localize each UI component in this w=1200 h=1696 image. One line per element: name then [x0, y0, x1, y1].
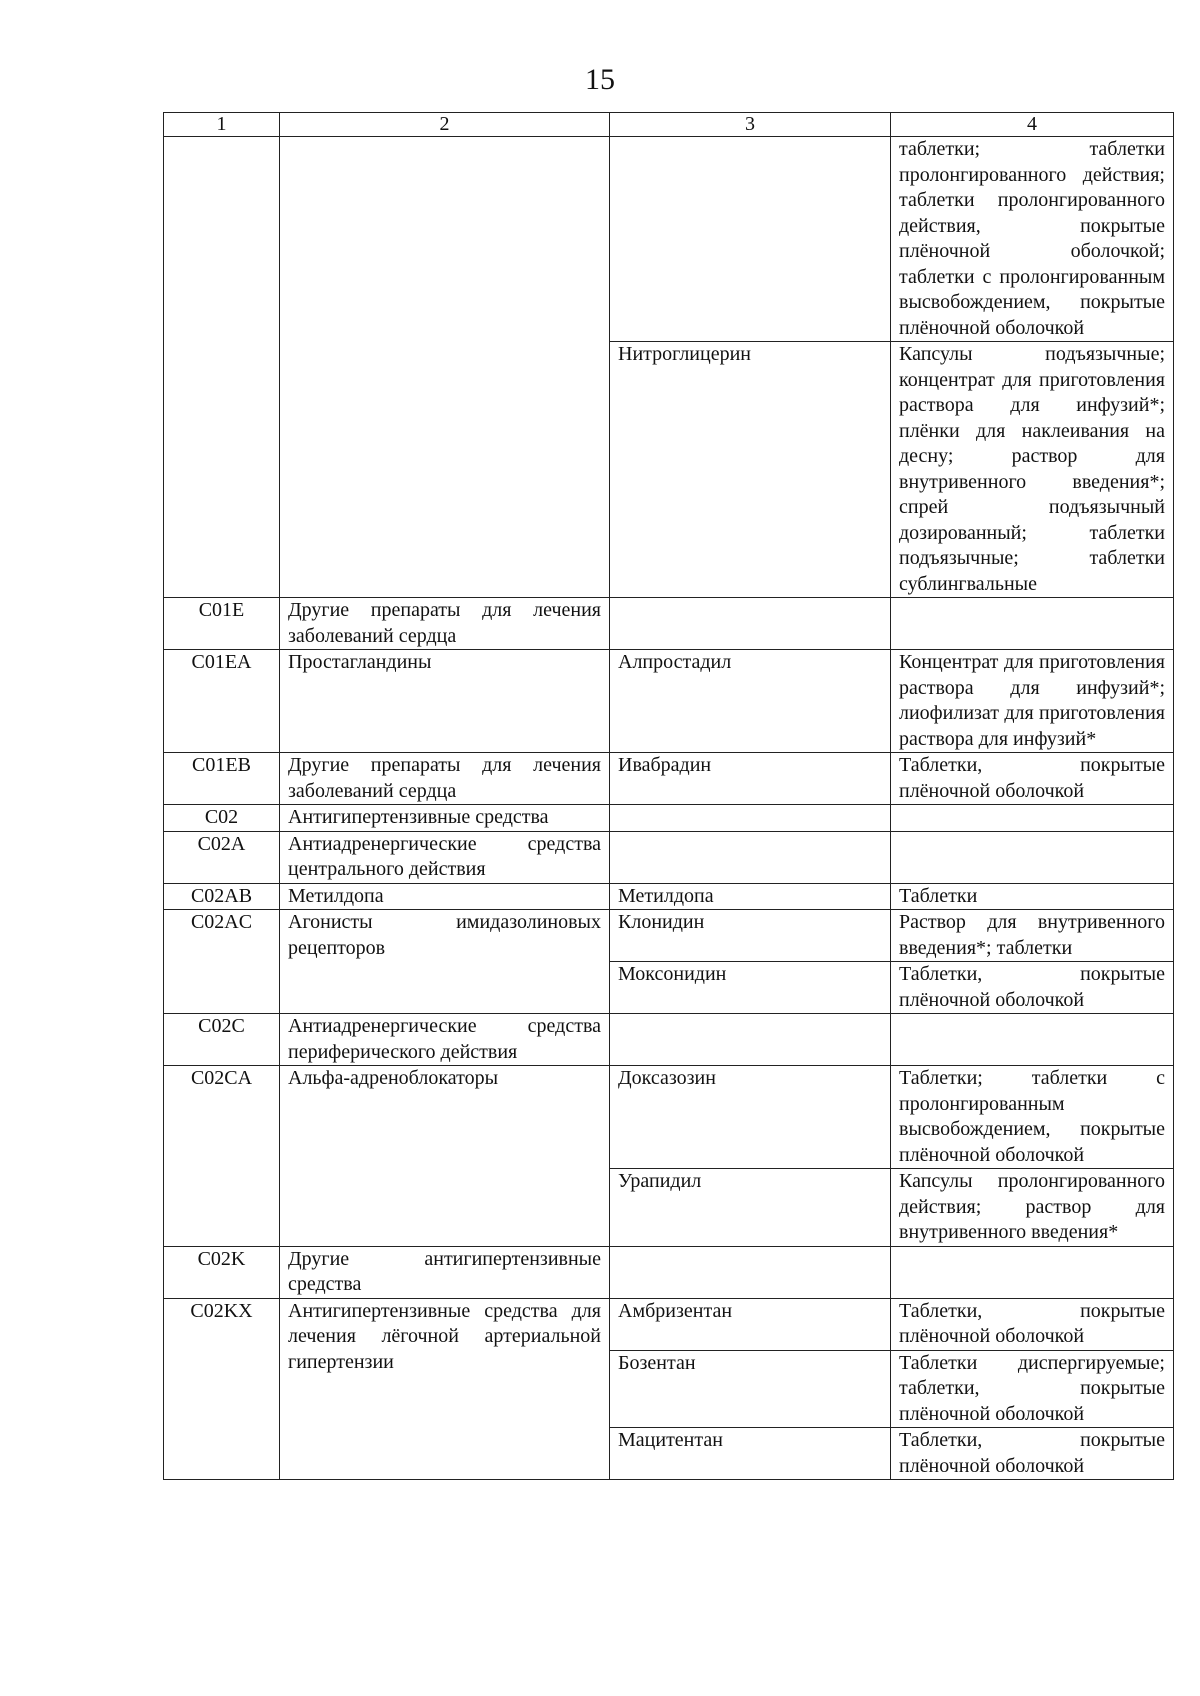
dosage-form-cell: таблетки; таблетки пролонгированного действия; таблетки пролонгированного действия, покрытые плёночной оболочкой; таблетки с пролонгированным высвобождением, покрытые плёночной оболочкой	[891, 137, 1174, 342]
group-name-cell: Метилдопа	[280, 883, 610, 910]
drug-name-cell: Доксазозин	[610, 1066, 891, 1169]
atc-code-cell: C02K	[164, 1246, 280, 1298]
dosage-form-cell: Таблетки, покрытые плёночной оболочкой	[891, 1298, 1174, 1350]
drug-name-cell	[610, 805, 891, 832]
table-row	[164, 910, 1174, 962]
drug-name-cell: Урапидил	[610, 1169, 891, 1247]
drug-name-cell: Алпростадил	[610, 650, 891, 753]
dosage-form-cell: Таблетки, покрытые плёночной оболочкой	[891, 962, 1174, 1014]
page-number: 15	[585, 63, 615, 96]
drug-name-cell: Моксонидин	[610, 962, 891, 1014]
dosage-form-cell: Таблетки диспергируемые; таблетки, покрытые плёночной оболочкой	[891, 1350, 1174, 1428]
dosage-form-cell: Раствор для внутривенного введения*; таблетки	[891, 910, 1174, 962]
dosage-form-cell: Таблетки, покрытые плёночной оболочкой	[891, 753, 1174, 805]
table-row	[164, 753, 1174, 805]
atc-code-cell: C02AC	[164, 910, 280, 1014]
dosage-form-cell	[891, 1014, 1174, 1066]
group-name-cell: Другие препараты для лечения заболеваний сердца	[280, 753, 610, 805]
atc-code-cell: C02CA	[164, 1066, 280, 1247]
group-name-cell: Антиадренергические средства периферического действия	[280, 1014, 610, 1066]
group-name-cell: Альфа-адреноблокаторы	[280, 1066, 610, 1247]
drug-name-cell: Метилдопа	[610, 883, 891, 910]
drug-name-cell: Ивабрадин	[610, 753, 891, 805]
drug-name-cell	[610, 1014, 891, 1066]
dosage-form-cell: Концентрат для приготовления раствора для инфузий*; лиофилизат для приготовления раствора для инфузий*	[891, 650, 1174, 753]
group-name-cell: Другие препараты для лечения заболеваний сердца	[280, 598, 610, 650]
atc-code-cell: C01EA	[164, 650, 280, 753]
table-row	[164, 650, 1174, 753]
group-name-cell	[280, 137, 610, 598]
table-header-row	[164, 113, 1174, 137]
drug-table	[163, 112, 1174, 1480]
drug-name-cell: Мацитентан	[610, 1428, 891, 1480]
group-name-cell: Агонисты имидазолиновых рецепторов	[280, 910, 610, 1014]
drug-name-cell	[610, 598, 891, 650]
table-row	[164, 1066, 1174, 1169]
dosage-form-cell	[891, 805, 1174, 832]
atc-code-cell	[164, 137, 280, 598]
table-row	[164, 831, 1174, 883]
atc-code-cell: C02AB	[164, 883, 280, 910]
atc-code-cell: C02KX	[164, 1298, 280, 1480]
column-header: 4	[891, 113, 1174, 137]
dosage-form-cell	[891, 831, 1174, 883]
dosage-form-cell: Капсулы пролонгированного действия; раствор для внутривенного введения*	[891, 1169, 1174, 1247]
drug-name-cell: Амбризентан	[610, 1298, 891, 1350]
drug-name-cell	[610, 1246, 891, 1298]
dosage-form-cell: Таблетки	[891, 883, 1174, 910]
dosage-form-cell: Таблетки, покрытые плёночной оболочкой	[891, 1428, 1174, 1480]
column-header: 2	[280, 113, 610, 137]
table-row	[164, 1298, 1174, 1350]
drug-name-cell: Нитроглицерин	[610, 342, 891, 598]
dosage-form-cell	[891, 1246, 1174, 1298]
table-row	[164, 883, 1174, 910]
dosage-form-cell	[891, 598, 1174, 650]
group-name-cell: Антигипертензивные средства	[280, 805, 610, 832]
column-header: 1	[164, 113, 280, 137]
atc-code-cell: C02C	[164, 1014, 280, 1066]
table-row	[164, 137, 1174, 342]
atc-code-cell: C02	[164, 805, 280, 832]
drug-name-cell: Бозентан	[610, 1350, 891, 1428]
group-name-cell: Простагландины	[280, 650, 610, 753]
drug-name-cell: Клонидин	[610, 910, 891, 962]
dosage-form-cell: Капсулы подъязычные; концентрат для приготовления раствора для инфузий*; плёнки для наклеивания на десну; раствор для внутривенного введения*; спрей подъязычный дозированный; таблетки подъязычные; таблетки сублингвальные	[891, 342, 1174, 598]
column-header: 3	[610, 113, 891, 137]
drug-name-cell	[610, 137, 891, 342]
table-row	[164, 598, 1174, 650]
atc-code-cell: C02A	[164, 831, 280, 883]
group-name-cell: Антигипертензивные средства для лечения лёгочной артериальной гипертензии	[280, 1298, 610, 1480]
atc-code-cell: C01EB	[164, 753, 280, 805]
dosage-form-cell: Таблетки; таблетки с пролонгированным высвобождением, покрытые плёночной оболочкой	[891, 1066, 1174, 1169]
table-row	[164, 1014, 1174, 1066]
drug-name-cell	[610, 831, 891, 883]
group-name-cell: Другие антигипертензивные средства	[280, 1246, 610, 1298]
group-name-cell: Антиадренергические средства центрального действия	[280, 831, 610, 883]
atc-code-cell: C01E	[164, 598, 280, 650]
table-row	[164, 1246, 1174, 1298]
table-row	[164, 805, 1174, 832]
